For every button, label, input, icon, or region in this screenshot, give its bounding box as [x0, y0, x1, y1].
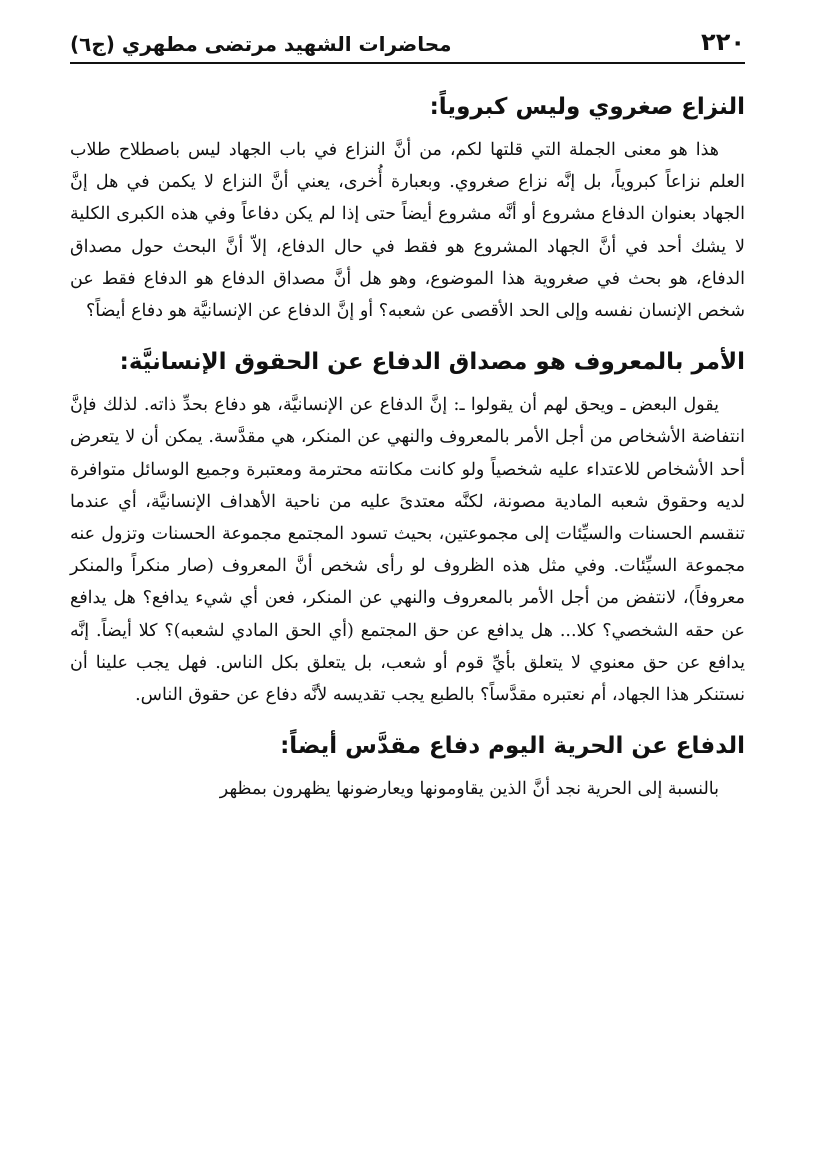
page-number: ٢٢٠ — [701, 28, 745, 56]
body-paragraph: يقول البعض ـ ويحق لهم أن يقولوا ـ: إنَّ الدفاع عن الإنسانيَّة، هو دفاع بحدِّ ذاته. لذلك فإنَّ انتفاضة الأشخاص من أجل الأمر بالمعروف والنهي عن المنكر، هي مقدَّسة. يمكن أن لا يتعرض أحد الأشخاص للاعتداء عليه شخصياً ولو كانت مكانته محترمة ومعتبرة وجميع الوسائل متوافرة لديه وحقوق شعبه المادية مصونة، لكنَّه معتدىً عليه من ناحية الأهداف الإنسانيَّة، أي عندما تنقسم الحسنات والسيِّئات إلى مجموعتين، بحيث تسود المجتمع مجموعة الحسنات وتزول عنه مجموعة السيِّئات. وفي مثل هذه الظروف لو رأى شخص أنَّ المعروف (صار منكراً والمنكر معروفاً)، لانتفض من أجل الأمر بالمعروف والنهي عن المنكر، فعن أي شيء يدافع؟ هل يدافع عن حقه الشخصي؟ كلا... هل يدافع عن حق المجتمع (أي الحق المادي لشعبه)؟ كلا أيضاً. إنَّه يدافع عن حق معنوي لا يتعلق بأيِّ قوم أو شعب، بل يتعلق بكل الناس. فهل يجب علينا أن نستنكر هذا الجهاد، أم نعتبره مقدَّساً؟ بالطبع يجب تقديسه لأنَّه دفاع عن حقوق الناس. — [70, 395, 745, 706]
body-paragraph: هذا هو معنى الجملة التي قلتها لكم، من أنَّ النزاع في باب الجهاد ليس باصطلاح طلاب العلم نزاعاً كبروياً، بل إنَّه نزاع صغروي. وبعبارة أُخرى، يعني أنَّ النزاع لا يكمن في هل إنَّ الجهاد بعنوان الدفاع مشروع أو أنَّه مشروع أيضاً حتى إذا لم يكن دفاعاً وفي هذه الكبرى الكلية لا يشك أحد في أنَّ الجهاد المشروع هو فقط في حال الدفاع، إلاّ أنَّ البحث حول مصداق الدفاع، هو بحث في صغروية هذا الموضوع، وهو هل أنَّ مصداق الدفاع هو الدفاع فقط عن شخص الإنسان نفسه وإلى الحد الأقصى عن شعبه؟ أو إنَّ الدفاع عن الإنسانيَّة هو دفاع أيضاً؟ — [70, 140, 745, 322]
book-title: محاضرات الشهيد مرتضى مطهري (ج٦) — [70, 32, 452, 56]
section-heading: الأمر بالمعروف هو مصداق الدفاع عن الحقوق الإنسانيَّة: — [119, 349, 745, 376]
running-header — [70, 28, 745, 64]
section-heading: النزاع صغروي وليس كبروياً: — [429, 94, 745, 120]
section-heading: الدفاع عن الحرية اليوم دفاع مقدَّس أيضاً: — [280, 733, 745, 760]
body-paragraph: بالنسبة إلى الحرية نجد أنَّ الذين يقاومونها ويعارضونها يظهرون بمظهر — [219, 779, 719, 800]
